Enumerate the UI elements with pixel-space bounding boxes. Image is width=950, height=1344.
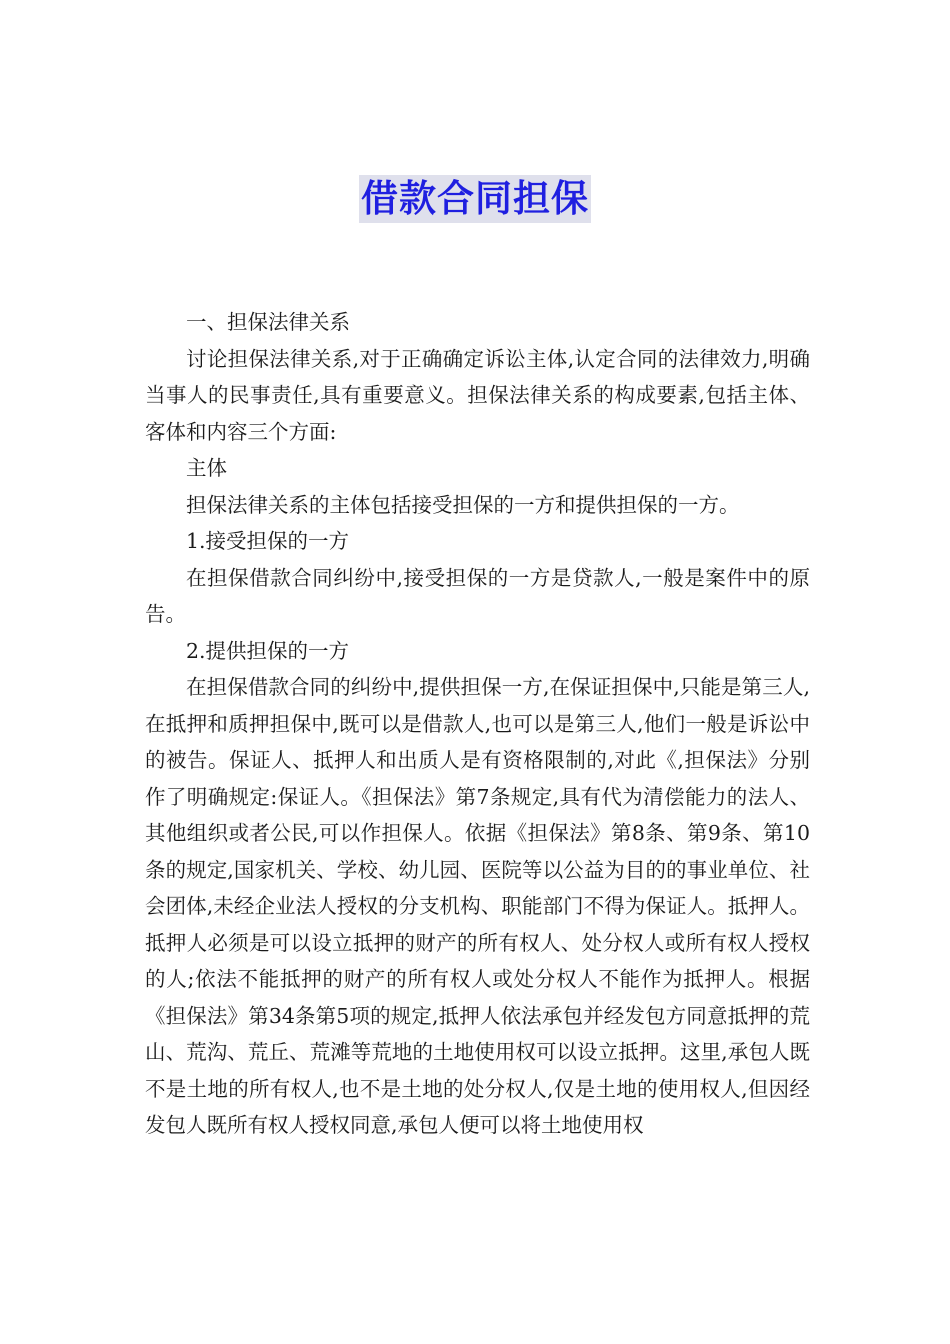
subheading-receiving-party: 1.接受担保的一方 xyxy=(186,529,350,553)
title-container xyxy=(0,175,950,223)
document-body xyxy=(145,304,810,1144)
paragraph-intro: 讨论担保法律关系,对于正确确定诉讼主体,认定合同的法律效力,明确当事人的民事责任,具有重要意义。担保法律关系的构成要素,包括主体、客体和内容三个方面: xyxy=(145,346,810,444)
paragraph-providing-party: 在担保借款合同的纠纷中,提供担保一方,在保证担保中,只能是第三人,在抵押和质押担保中,既可以是借款人,也可以是第三人,他们一般是诉讼中的被告。保证人、抵押人和出质人是有资格限制的,对此《,担保法》分别作了明确规定:保证人。《担保法》第7条规定,具有代为清偿能力的法人、其他组织或者公民,可以作担保人。依据《担保法》第8条、第9条、第10条的规定,国家机关、学校、幼儿园、医院等以公益为目的的事业单位、社会团体,未经企业法人授权的分支机构、职能部门不得为保证人。抵押人。抵押人必须是可以设立抵押的财产的所有权人、处分权人或所有权人授权的人;依法不能抵押的财产的所有权人或处分权人不能作为抵押人。根据《担保法》第34条第5项的规定,抵押人依法承包并经发包方同意抵押的荒山、荒沟、荒丘、荒滩等荒地的土地使用权可以设立抵押。这里,承包人既不是土地的所有权人,也不是土地的处分权人,仅是土地的使用权人,但因经发包人既所有权人授权同意,承包人便可以将土地使用权 xyxy=(145,675,810,1137)
document-title: 借款合同担保 xyxy=(359,175,591,223)
paragraph-receiving-party: 在担保借款合同纠纷中,接受担保的一方是贷款人,一般是案件中的原告。 xyxy=(145,565,810,626)
subheading-subject: 主体 xyxy=(186,456,227,480)
subheading-providing-party: 2.提供担保的一方 xyxy=(186,638,350,663)
section-heading-legal-relation: 一、担保法律关系 xyxy=(186,310,350,334)
paragraph-subject: 担保法律关系的主体包括接受担保的一方和提供担保的一方。 xyxy=(186,492,740,517)
